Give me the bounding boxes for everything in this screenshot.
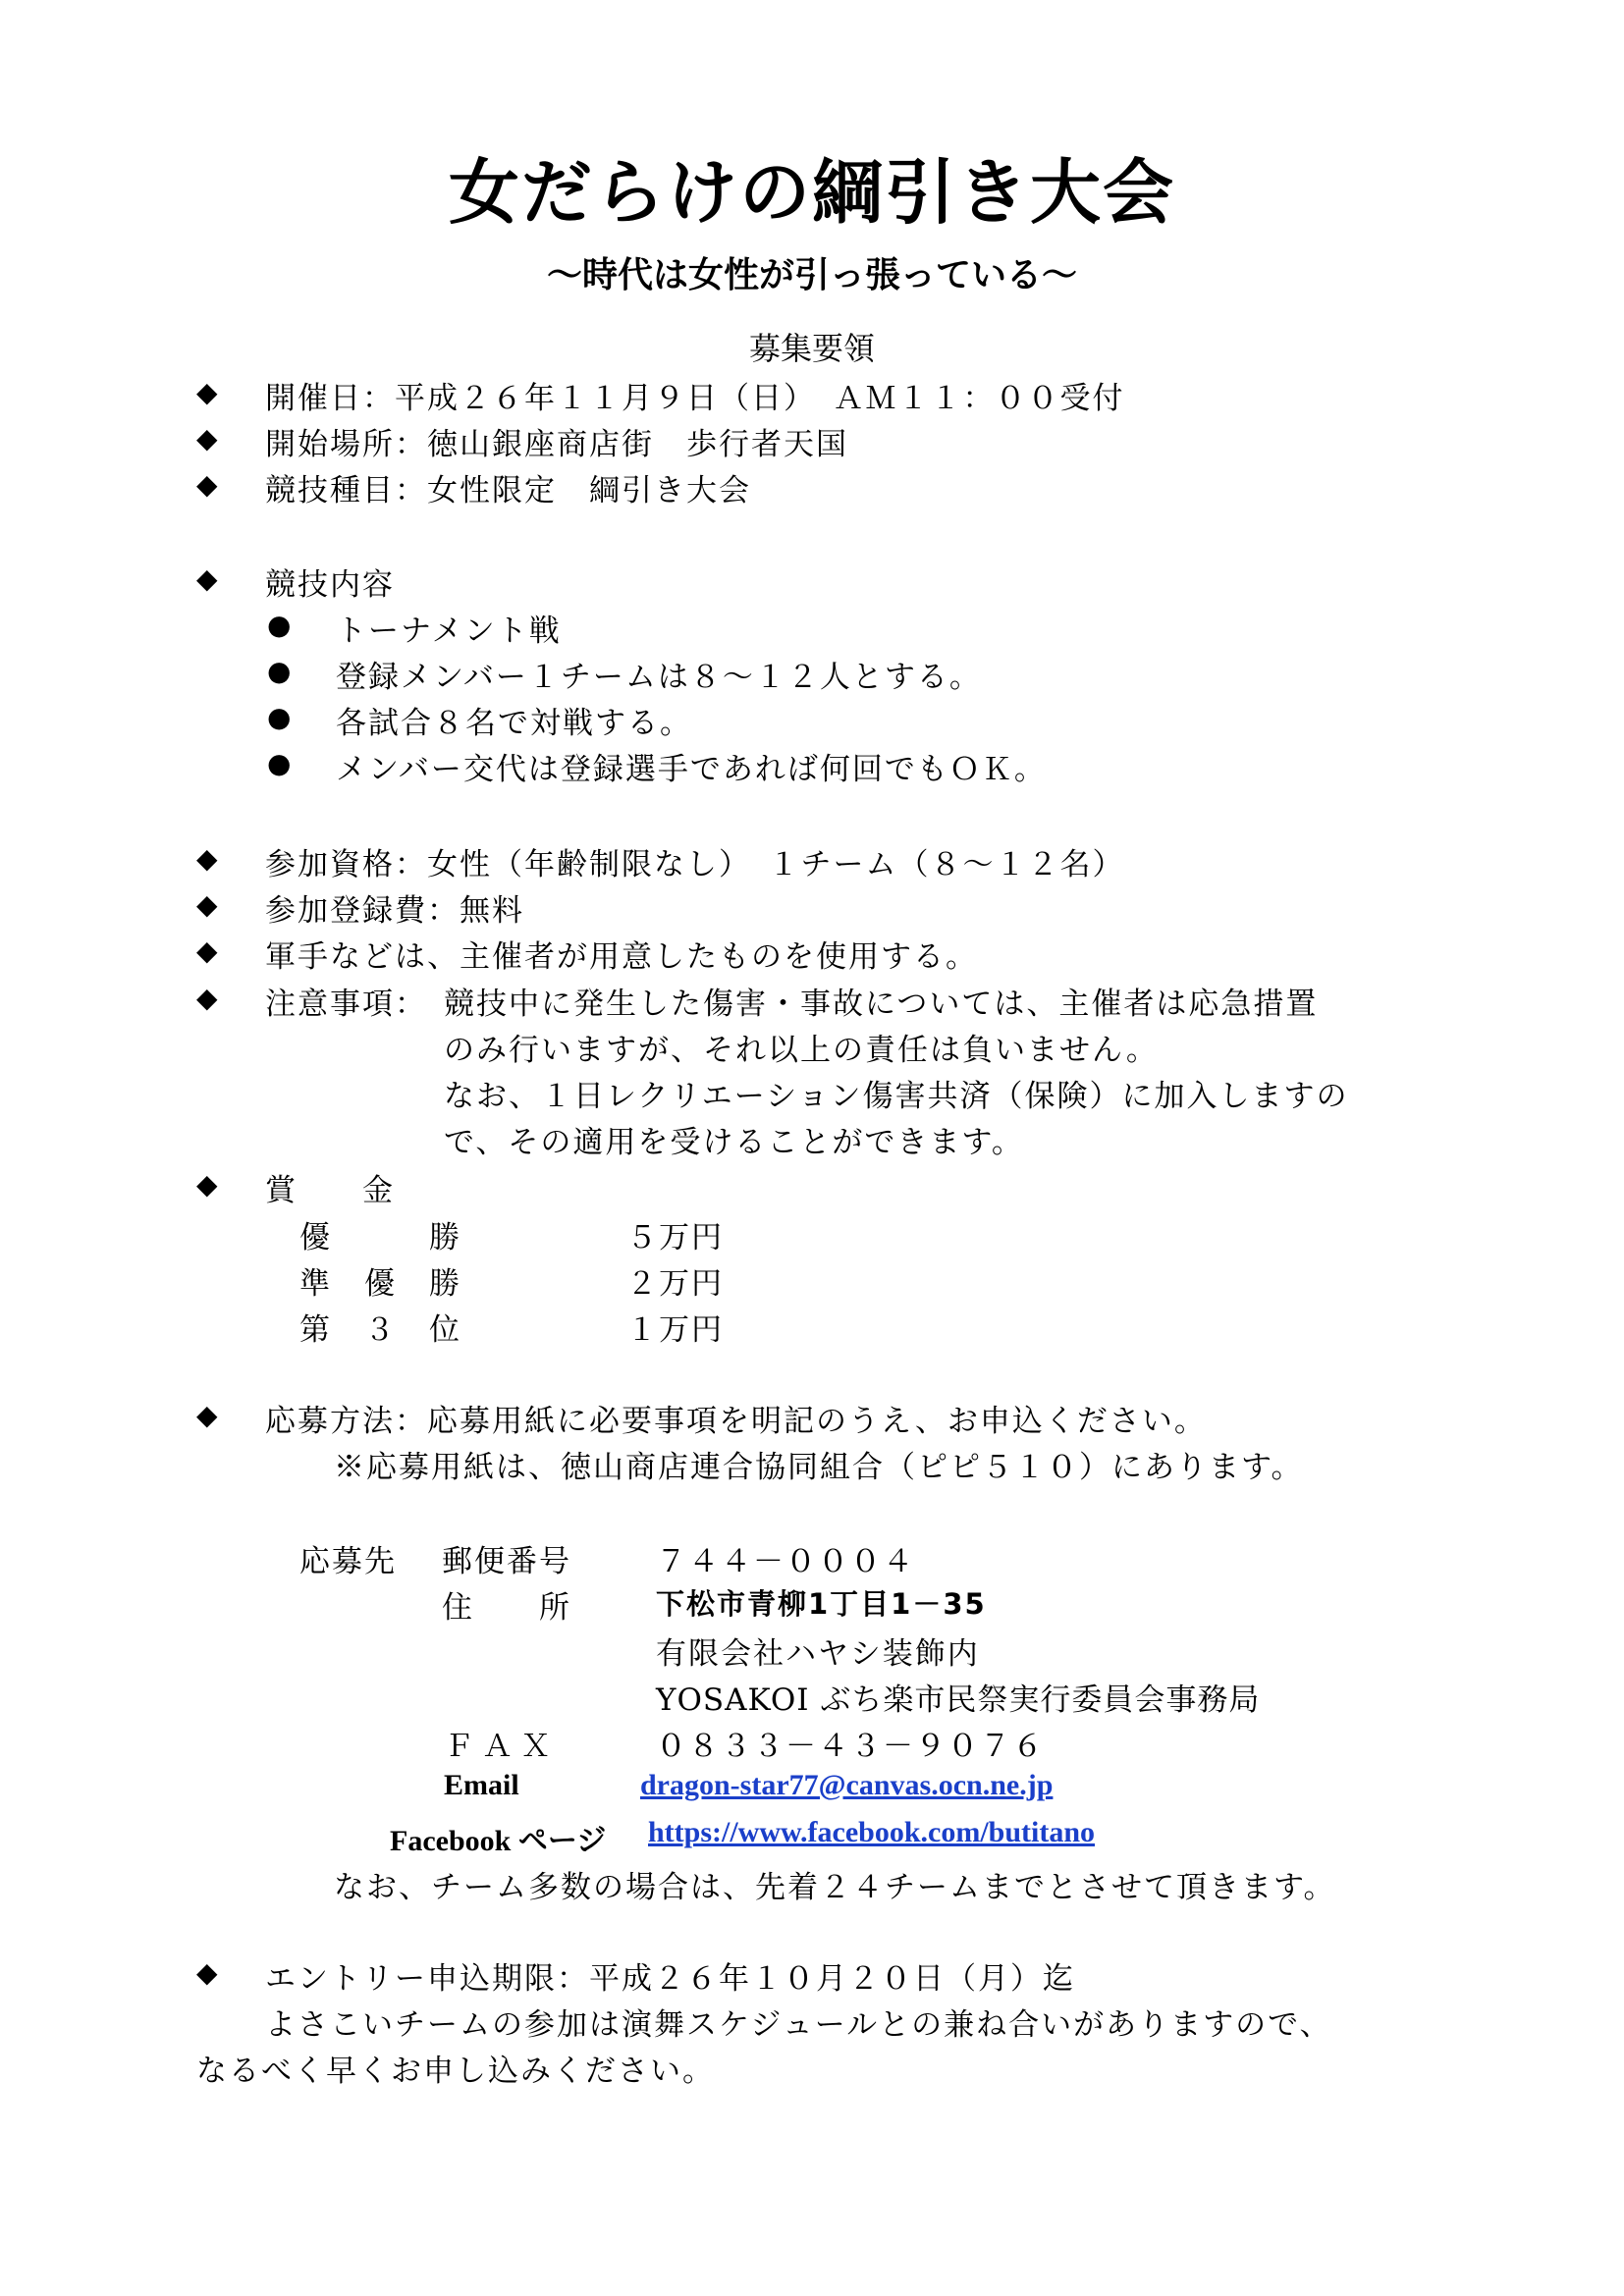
notes-line: なお、１日レクリエーション傷害共済（保険）に加入しますの <box>444 1079 1349 1114</box>
contents-label: 競技内容 <box>265 567 395 603</box>
diamond-bullet-icon: ◆ <box>196 842 218 875</box>
facebook-label: Facebook ページ <box>390 1825 607 1857</box>
diamond-bullet-icon: ◆ <box>196 1956 218 1989</box>
diamond-bullet-icon: ◆ <box>196 982 218 1014</box>
circle-bullet-icon: ● <box>267 701 292 733</box>
diamond-bullet-icon: ◆ <box>196 934 218 967</box>
team-limit-note: なお、チーム多数の場合は、先着２４チームまでとさせて頂きます。 <box>334 1870 1336 1905</box>
postal-code: ７４４－０００４ <box>656 1544 915 1579</box>
prize-rank: 準 優 勝 <box>299 1266 461 1302</box>
contact-label: 応募先 <box>299 1544 397 1579</box>
list-item: トーナメント戦 <box>336 614 562 649</box>
event-date: 開催日：平成２６年１１月９日（日） ＡＭ１１：００受付 <box>265 381 1125 416</box>
email-link[interactable]: dragon-star77@canvas.ocn.ne.jp <box>640 1769 1054 1801</box>
deadline-note: なるべく早くお申し込みください。 <box>196 2054 715 2089</box>
notes-line: で、その適用を受けることができます。 <box>444 1125 1024 1160</box>
entry-deadline: エントリー申込期限：平成２６年１０月２０日（月）迄 <box>265 1961 1075 1997</box>
qualification: 参加資格：女性（年齢制限なし） １チーム（８～１２名） <box>265 847 1125 882</box>
diamond-bullet-icon: ◆ <box>196 1399 218 1431</box>
prize-amount: ５万円 <box>626 1220 724 1255</box>
deadline-note: よさこいチームの参加は演舞スケジュールとの兼ね合いがありますので、 <box>265 2007 1332 2043</box>
diamond-bullet-icon: ◆ <box>196 1168 218 1201</box>
page-subtitle: ～時代は女性が引っ張っている～ <box>546 255 1077 295</box>
prize-rank: 優 勝 <box>299 1220 461 1255</box>
address-line: YOSAKOI ぶち楽市民祭実行委員会事務局 <box>656 1682 1261 1718</box>
list-item: 登録メンバー１チームは８～１２人とする。 <box>336 660 982 695</box>
diamond-bullet-icon: ◆ <box>196 562 218 595</box>
notes-line: のみ行いますが、それ以上の責任は負いません。 <box>444 1033 1159 1068</box>
event-location: 開始場所：徳山銀座商店街 歩行者天国 <box>265 427 848 462</box>
fax-number: ０８３３－４３－９０７６ <box>656 1729 1045 1764</box>
prize-amount: ２万円 <box>626 1266 724 1302</box>
diamond-bullet-icon: ◆ <box>196 888 218 921</box>
event-category: 競技種目：女性限定 綱引き大会 <box>265 473 751 508</box>
address-label: 住 所 <box>442 1590 571 1626</box>
email-label: Email <box>444 1769 519 1801</box>
gloves-note: 軍手などは、主催者が用意したものを使用する。 <box>265 939 978 975</box>
circle-bullet-icon: ● <box>267 609 292 641</box>
notes-label: 注意事項： <box>265 987 427 1022</box>
facebook-link[interactable]: https://www.facebook.com/butitano <box>648 1816 1096 1848</box>
apply-note: ※応募用紙は、徳山商店連合協同組合（ピピ５１０）にあります。 <box>334 1450 1304 1485</box>
list-item: メンバー交代は登録選手であれば何回でもＯＫ。 <box>336 752 1047 787</box>
diamond-bullet-icon: ◆ <box>196 468 218 501</box>
notes-line: 競技中に発生した傷害・事故については、主催者は応急措置 <box>444 987 1319 1022</box>
address-line: 下松市青柳1丁目1－35 <box>656 1587 987 1621</box>
circle-bullet-icon: ● <box>267 747 292 779</box>
diamond-bullet-icon: ◆ <box>196 376 218 408</box>
entry-fee: 参加登録費：無料 <box>265 893 524 929</box>
list-item: 各試合８名で対戦する。 <box>336 706 692 741</box>
section-heading: 募集要領 <box>748 330 875 367</box>
postal-label: 郵便番号 <box>442 1544 571 1579</box>
fax-label: ＦＡＸ <box>444 1729 559 1764</box>
prize-label: 賞 金 <box>265 1173 395 1208</box>
prize-amount: １万円 <box>626 1312 724 1348</box>
diamond-bullet-icon: ◆ <box>196 422 218 454</box>
apply-method: 応募方法：応募用紙に必要事項を明記のうえ、お申込ください。 <box>265 1404 1207 1439</box>
prize-rank: 第 ３ 位 <box>299 1312 461 1348</box>
page-title: 女だらけの綱引き大会 <box>448 151 1175 234</box>
circle-bullet-icon: ● <box>267 655 292 687</box>
address-line: 有限会社ハヤシ装飾内 <box>656 1636 980 1672</box>
